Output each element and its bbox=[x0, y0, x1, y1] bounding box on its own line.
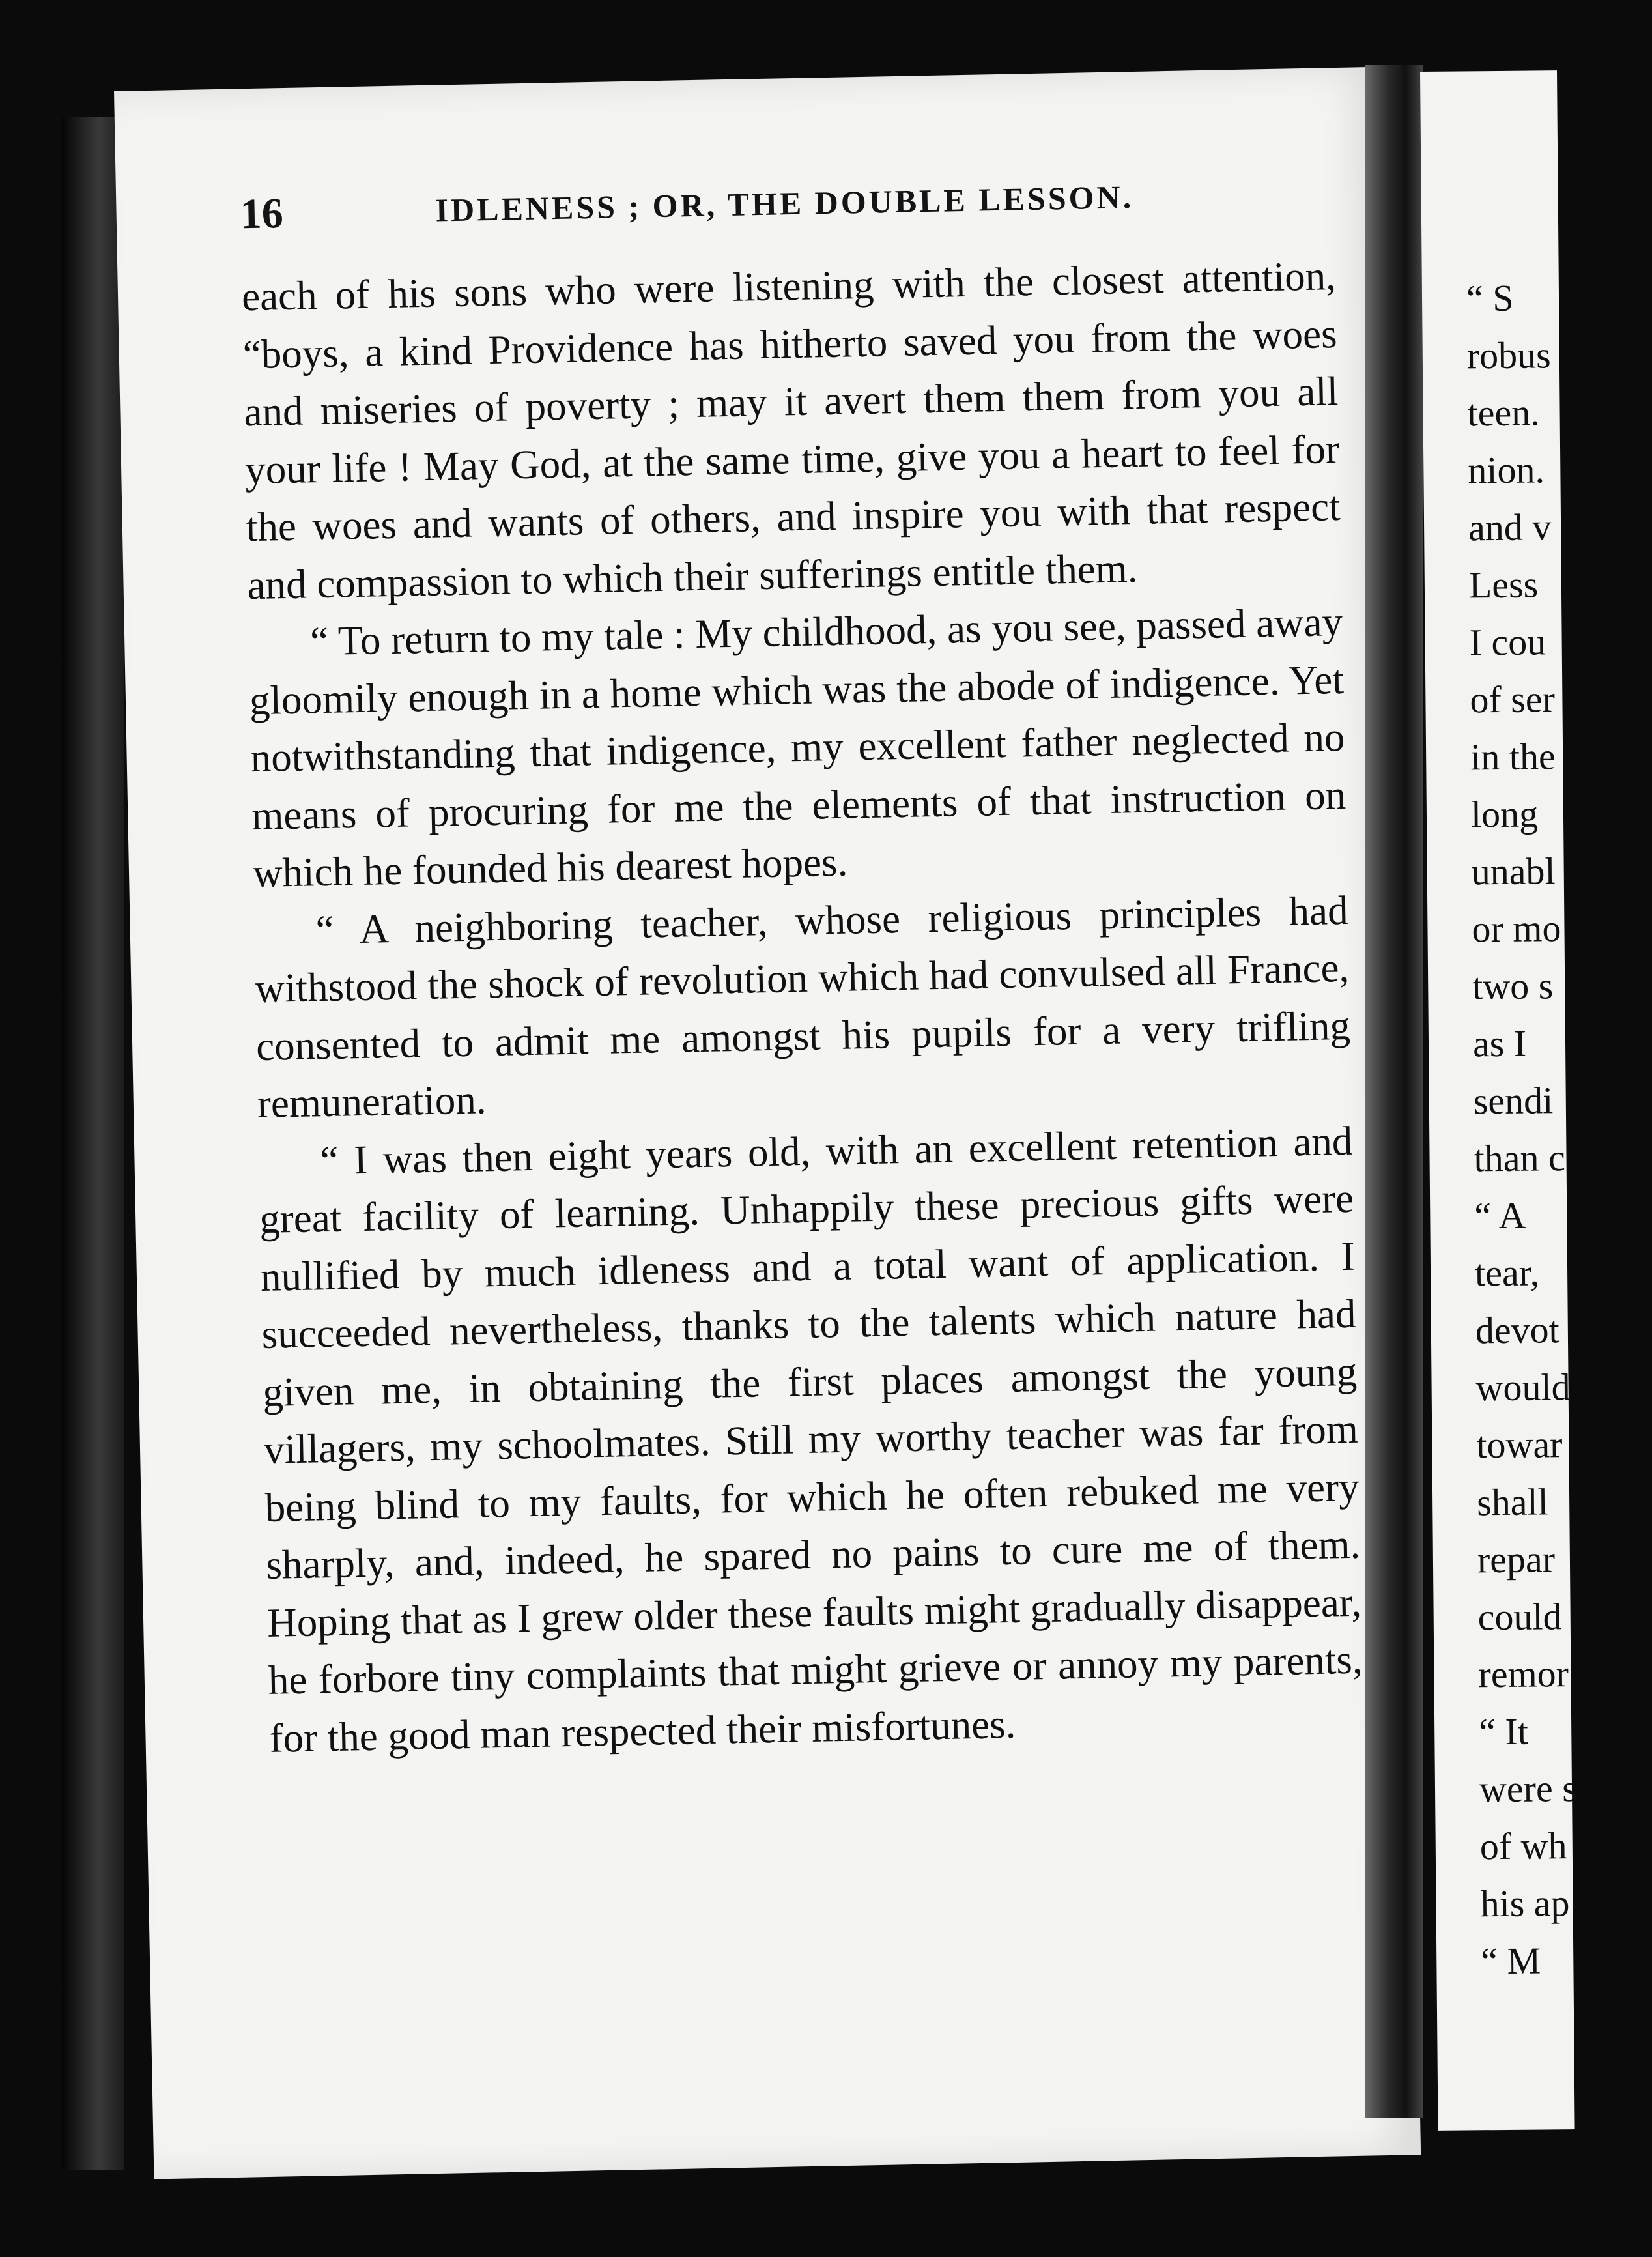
facing-page-line: sendi bbox=[1473, 1079, 1554, 1123]
facing-page-line: robus bbox=[1466, 334, 1551, 377]
left-page bbox=[114, 67, 1421, 2179]
facing-page-line: “ S bbox=[1466, 276, 1514, 320]
facing-page-line: would bbox=[1475, 1366, 1571, 1409]
facing-page-line: “ A bbox=[1474, 1194, 1526, 1237]
book-gutter bbox=[1365, 65, 1423, 2118]
facing-page-line: shall bbox=[1476, 1480, 1548, 1524]
facing-page-line: “ M bbox=[1481, 1939, 1541, 1983]
facing-page-line: towar bbox=[1476, 1423, 1563, 1467]
facing-page-line: teen. bbox=[1467, 391, 1540, 435]
facing-page-line: nion. bbox=[1468, 448, 1545, 492]
facing-page-line: “ It bbox=[1478, 1710, 1529, 1753]
facing-page-line: two s bbox=[1472, 964, 1554, 1008]
paragraph: “ A neighboring teacher, whose religious principles had withstood the shock of revolution which had convulsed all France, consented to admit me amongst his pupils for a very trifling remuneration. bbox=[254, 887, 1351, 1127]
page-number: 16 bbox=[239, 190, 284, 238]
facing-page-line: as I bbox=[1472, 1022, 1527, 1065]
facing-page-line: in the bbox=[1470, 735, 1556, 779]
facing-page-line: I cou bbox=[1469, 620, 1546, 664]
facing-page-line: his ap bbox=[1480, 1882, 1570, 1925]
facing-page-line: devot bbox=[1475, 1308, 1559, 1352]
facing-page-line: of ser bbox=[1470, 678, 1556, 721]
facing-page-line: long bbox=[1470, 792, 1539, 836]
facing-page-line: remor bbox=[1478, 1652, 1569, 1696]
facing-page-line: could bbox=[1477, 1595, 1562, 1639]
paragraph: each of his sons who were listening with the closest attention, “boys, a kind Providence has hitherto saved you from the woes and miseries of poverty ; may it avert them them from you all your life ! May God, at the same time, give you a heart to feel for the woes and wants of others, and inspire you with that respect and compassion to which their sufferings entitle them. bbox=[241, 253, 1341, 608]
body-text bbox=[241, 247, 1364, 1767]
facing-page-line: and v bbox=[1468, 506, 1552, 549]
binding-shadow bbox=[62, 117, 124, 2170]
running-head bbox=[240, 169, 1335, 261]
facing-page-line: unabl bbox=[1471, 850, 1556, 893]
facing-page-line: than c bbox=[1474, 1136, 1565, 1180]
facing-page-line: repar bbox=[1477, 1538, 1556, 1581]
page-content bbox=[240, 169, 1364, 1767]
facing-page bbox=[1420, 70, 1578, 2131]
facing-page-text bbox=[1466, 268, 1651, 1990]
facing-page-line: or mo bbox=[1472, 907, 1561, 951]
facing-page-line: were s bbox=[1479, 1767, 1578, 1811]
facing-page-line: of wh bbox=[1479, 1824, 1567, 1868]
running-title: IDLENESS ; OR, THE DOUBLE LESSON. bbox=[435, 178, 1134, 229]
facing-page-line: tear, bbox=[1474, 1251, 1540, 1295]
facing-page-line: Less bbox=[1468, 563, 1539, 607]
paragraph: “ I was then eight years old, with an excellent retention and great facility of learning. Unhappily these precious gifts were nullified by much idleness and a total want of application. I succeeded nevertheless, thanks to the talents which nature had given me, in obtaining the first places amongst the young villagers, my schoolmates. Still my worthy teacher was far from being blind to my faults, for which he often rebuked me very sharply, and, indeed, he spared no pains to cure me of them. Hoping that as I grew older these faults might gradually disappear, he forbore tiny complaints that might grieve or annoy my parents, for the good man respected their misfortunes. bbox=[259, 1117, 1363, 1761]
paragraph: “ To return to my tale : My childhood, as you see, passed away gloomily enough in a home which was the abode of indigence. Yet notwithstanding that indigence, my excellent father neglected no means of procuring for me the elements of that instruction on which he founded his dearest hopes. bbox=[249, 598, 1346, 897]
